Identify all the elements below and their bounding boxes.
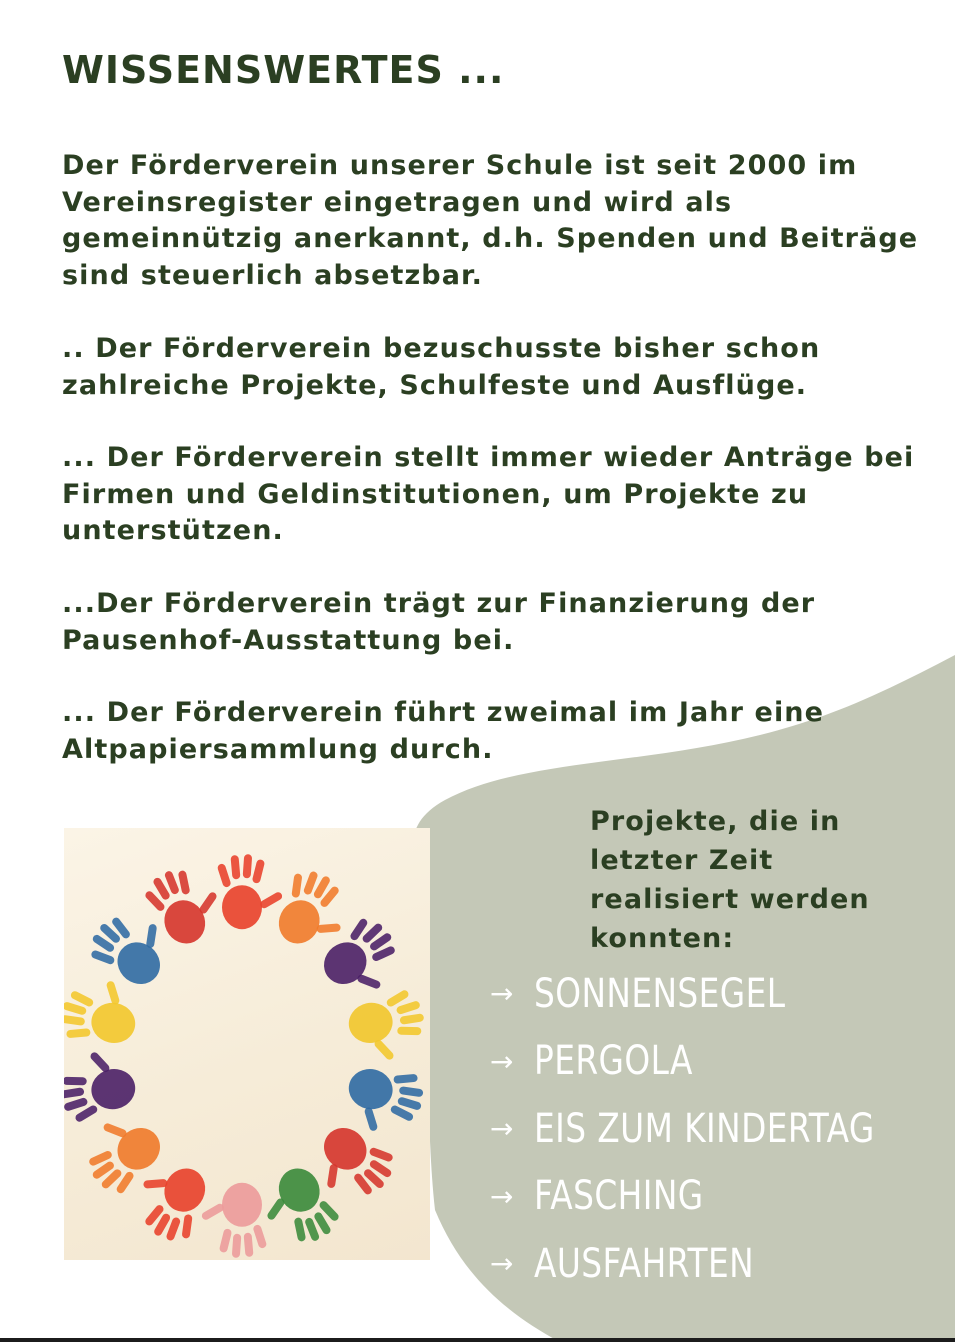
arrow-right-icon: → [490,1179,514,1213]
paragraph-paper-collection: ... Der Förderverein führt zweimal im Jahr eine Altpapiersammlung durch. [62,697,825,765]
handprint [200,1183,267,1258]
handprint [340,1059,428,1141]
bottom-border [0,1338,955,1342]
arrow-right-icon: → [490,1044,514,1078]
arrow-right-icon: → [490,1247,514,1281]
list-item [490,1095,949,1163]
projects-heading: Projekte, die in letzter Zeit realisiert werden konnten: [590,806,870,954]
handprint [217,854,284,929]
paragraph-schoolyard: ...Der Förderverein trägt zur Finanzierung der Pausenhof-Ausstattung bei. [62,588,816,656]
handprint [64,970,144,1052]
handprint [344,986,430,1068]
list-item [490,1028,949,1096]
paragraph-registration: Der Förderverein unserer Schule ist seit 2000 im Vereinsregister eingetragen und wird als gemeinnützig anerkannt, d.h. Spenden und Beiträge sind steuerlich absetzbar. [62,150,919,291]
project-label: EIS ZUM KINDERTAG [534,1105,875,1152]
projects-list [490,960,949,1298]
project-label: AUSFAHRTEN [534,1240,755,1287]
project-label: FASCHING [534,1173,704,1220]
project-label: SONNENSEGEL [534,970,786,1017]
list-item [490,1230,949,1298]
project-label: PERGOLA [534,1038,693,1085]
page-title: WISSENSWERTES ... [62,48,505,92]
list-item [490,960,949,1028]
handprints-image [64,828,430,1260]
list-item [490,1163,949,1231]
handprint [64,1044,140,1126]
arrow-right-icon: → [490,1112,514,1146]
paragraph-applications: ... Der Förderverein stellt immer wieder Anträge bei Firmen und Geldinstitutionen, um Projekte zu unterstützen. [62,442,915,546]
arrow-right-icon: → [490,977,514,1011]
paragraph-projects-funding: .. Der Förderverein bezuschusste bisher schon zahlreiche Projekte, Schulfeste und Ausflüge. [62,333,821,401]
